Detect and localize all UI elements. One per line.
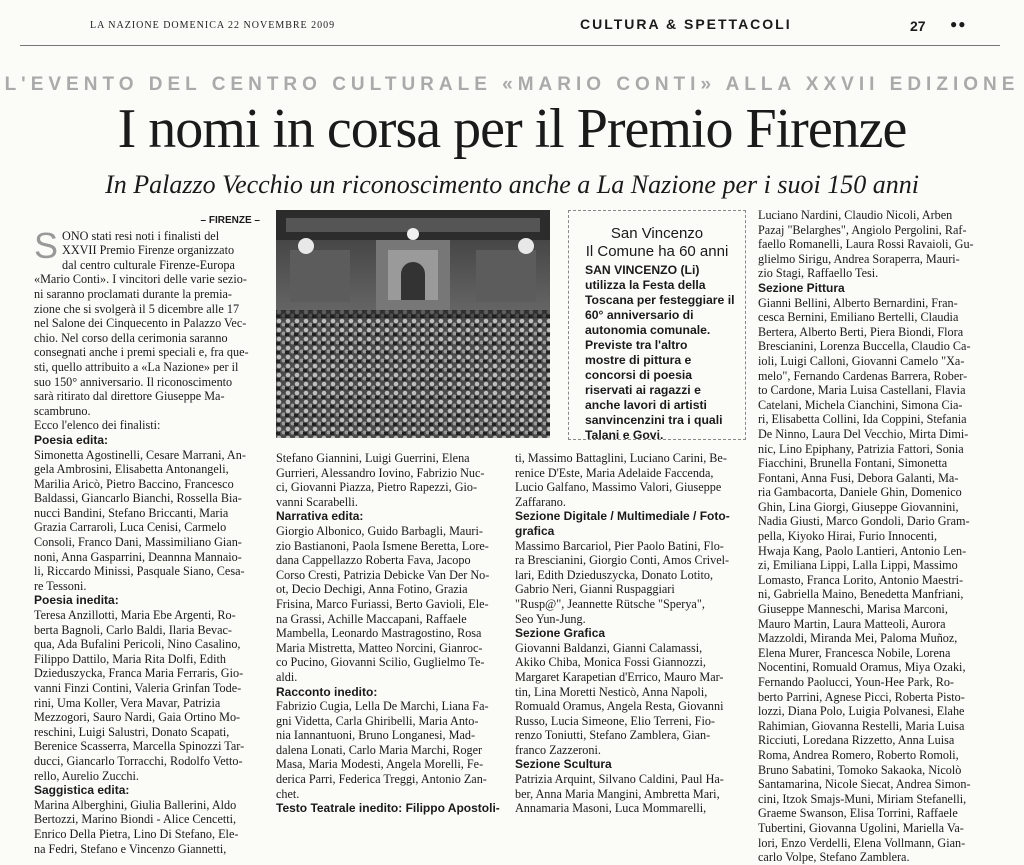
article-column-3 xyxy=(515,451,745,816)
hall-photo-image xyxy=(276,210,550,438)
text-line: zi, Emiliana Lippi, Lalla Lippi, Massimo xyxy=(758,558,958,573)
text-line: nia Iannantuoni, Bruno Longanesi, Mad- xyxy=(276,728,476,743)
text-line: Corso Cresti, Patrizia Debicke Van Der No- xyxy=(276,567,490,582)
text-line: Patrizia Arquint, Silvano Caldini, Paul Ha- xyxy=(515,772,724,787)
text-line: Fernando Paolucci, Youn-Hee Park, Ro- xyxy=(758,675,954,689)
section-heading: Sezione Pittura xyxy=(758,280,845,295)
text-line: Tubertini, Giovanna Ugolini, Mariella Va- xyxy=(758,820,964,835)
text-line: Frisina, Marco Furiassi, Berto Gavioli, Ele- xyxy=(276,596,489,611)
article-column-4 xyxy=(758,208,990,865)
text-line: Lomasto, Franca Lorito, Antonio Maestri- xyxy=(758,572,964,587)
text-line: scambruno. xyxy=(34,403,91,418)
section-heading: Narrativa edita: xyxy=(276,509,364,524)
text-line: Mauro Martin, Laura Matteoli, Aurora xyxy=(758,616,946,631)
text-line: na Fedri, Stefano e Vincenzo Giannetti, xyxy=(34,841,227,856)
text-line: zione che si svolgerà il 5 dicembre alle 17 xyxy=(34,301,240,316)
text-line: Bertera, Alberto Berti, Piera Biondi, Flora xyxy=(758,324,964,339)
text-line: dana Cappellazzo Roberta Fava, Jacopo xyxy=(276,553,471,568)
text-line: Berenice Scasserra, Marcella Spinozzi Tar- xyxy=(34,739,245,754)
text-line: Grazia Carraroli, Luca Cenisi, Carmelo xyxy=(34,520,227,535)
page-header xyxy=(60,16,967,42)
text-line: Marilia Aricò, Pietro Baccino, Francesco xyxy=(34,476,234,491)
text-line: ci, Giovanni Piazza, Pietro Rapezzi, Gio- xyxy=(276,480,478,495)
text-line: Catelani, Michela Cianchini, Simona Cia- xyxy=(758,397,963,412)
text-line: Santamarina, Nicole Siecat, Andrea Simon- xyxy=(758,777,971,792)
box-body xyxy=(585,263,735,443)
text-line: "Rusp@", Jeannette Rütsche "Sperya", xyxy=(515,596,705,611)
text-line: gni Videtta, Carla Ghiribelli, Maria Anto- xyxy=(276,713,479,728)
text-line: Fontani, Anna Fusi, Debora Galanti, Ma- xyxy=(758,470,959,485)
text-line: Stefano Giannini, Luigi Guerrini, Elena xyxy=(276,451,470,465)
text-line: renzo Toniutti, Stefano Zamblera, Gian- xyxy=(515,728,711,743)
text-line: franco Zazzeroni. xyxy=(515,742,601,757)
text-line: rello, Aurelio Zucchi. xyxy=(34,768,139,783)
san-vincenzo-box xyxy=(568,210,746,440)
text-line: Nadia Giusti, Marco Gondoli, Dario Gram- xyxy=(758,514,970,529)
text-line: nel Salone dei Cinquecento in Palazzo Vec- xyxy=(34,316,247,331)
box-subtitle: Il Comune ha 60 anni xyxy=(585,243,729,260)
text-line: glielmo Sirigu, Andrea Soraperra, Mauri- xyxy=(758,251,960,266)
text-line: cini, Itzok Smajs-Muni, Miriam Stefanelli, xyxy=(758,791,967,806)
box-line: concorsi di poesia xyxy=(585,368,693,382)
box-line: mostre di pittura e xyxy=(585,353,692,367)
text-line: Bertozzi, Marino Biondi - Alice Cencetti, xyxy=(34,812,237,827)
text-line: sti, quello attribuito a «La Nazione» per il xyxy=(34,359,239,374)
text-line: Ecco l'elenco dei finalisti: xyxy=(34,418,161,433)
text-line: «Mario Conti». I vincitori delle varie sezio- xyxy=(34,272,247,287)
text-line: Brescianini, Lorenza Buccella, Claudio Ca- xyxy=(758,339,971,354)
text-line: Consoli, Franco Dani, Massimiliano Gian- xyxy=(34,535,242,550)
box-line: Toscana per festeggiare il xyxy=(585,293,735,307)
text-line: aldi. xyxy=(276,669,298,684)
text-line: to Cardone, Maria Luisa Castellani, Flavia xyxy=(758,383,966,398)
text-line: sarà ritirato dal direttore Giuseppe Ma- xyxy=(34,389,225,404)
text-line: Hwaja Kang, Paolo Lantieri, Antonio Len- xyxy=(758,543,967,558)
text-line: re Tessoni. xyxy=(34,578,87,593)
text-line: nucci Bandini, Stefano Briccanti, Maria xyxy=(34,505,229,520)
kicker: L'EVENTO DEL CENTRO CULTURALE «MARIO CONTI» ALLA XXVII EDIZIONE xyxy=(4,74,1020,95)
text-line: Filippo Dattilo, Maria Rita Dolfi, Edith xyxy=(34,651,226,666)
text-line: Romuald Oramus, Angela Resta, Giovanni xyxy=(515,699,724,714)
text-line: carlo Volpe, Stefano Zamblera. xyxy=(758,850,910,865)
text-line: Annamaria Masoni, Luca Mommarelli, xyxy=(515,801,707,816)
text-line: suo 150° anniversario. Il riconoscimento xyxy=(34,374,233,389)
text-line: ONO stati resi noti i finalisti del xyxy=(62,228,220,243)
text-line: Giovanni Baldanzi, Gianni Calamassi, xyxy=(515,640,703,655)
text-line: Mezzogori, Sauro Nardi, Gaia Ortino Mo- xyxy=(34,710,241,725)
text-line: Dzieduszycka, Franca Maria Ferraris, Gio- xyxy=(34,666,244,681)
text-line: chet. xyxy=(276,786,300,801)
text-line: li, Riccardo Minissi, Pasquale Siano, Cesa- xyxy=(34,564,245,579)
text-line: zio Stagi, Raffaello Tesi. xyxy=(758,266,879,281)
section-heading: Sezione Scultura xyxy=(515,757,612,772)
text-line: Massimo Barcariol, Pier Paolo Batini, Flo- xyxy=(515,538,724,553)
box-line: Talani e Govi. xyxy=(585,428,664,442)
text-line: ducci, Giancarlo Torracchi, Rodolfo Vetto- xyxy=(34,753,243,768)
text-line: Graeme Swanson, Elisa Torrini, Raffaele xyxy=(758,806,958,821)
text-line: Fabrizio Cugia, Lella De Marchi, Liana Fa- xyxy=(276,699,489,714)
text-line: qua, Ada Bufalini Pericoli, Nino Casalino, xyxy=(34,637,241,652)
text-line: De Ninno, Laura Del Vecchio, Mirta Dimi- xyxy=(758,426,969,441)
event-photo xyxy=(276,210,550,438)
text-line: faello Romanelli, Laura Rossi Ravaioli, Gu- xyxy=(758,237,974,252)
text-line: cesca Bernini, Emiliano Bertelli, Claudia xyxy=(758,310,959,325)
text-line: berto Parrini, Agnese Picci, Roberta Pisto- xyxy=(758,689,965,704)
text-line: renice D'Este, Maria Adelaide Faccenda, xyxy=(515,465,714,480)
text-line: gela Ambrosini, Elisabetta Antonangeli, xyxy=(34,462,229,477)
box-line: riservati ai ragazzi e xyxy=(585,383,701,397)
text-line: Nocentini, Romuald Oramus, Miya Ozaki, xyxy=(758,660,966,675)
text-line: Roma, Andrea Romero, Roberto Romoli, xyxy=(758,747,959,762)
text-line: Gurrieri, Alessandro Iovino, Fabrizio Nuc- xyxy=(276,465,485,480)
subheadline: In Palazzo Vecchio un riconoscimento anche a La Nazione per i suoi 150 anni xyxy=(105,170,919,199)
text-line: ti, Massimo Battaglini, Luciano Carini, Be- xyxy=(515,451,727,465)
text-line: Bruno Sabatini, Tomoko Sakaoka, Nicolò xyxy=(758,762,962,777)
text-line: tin, Lina Moretti Nesticò, Anna Napoli, xyxy=(515,684,708,699)
box-line: 60° anniversario di xyxy=(585,308,694,322)
text-line: lozzi, Diana Polo, Luigia Polvanesi, Elahe xyxy=(758,704,965,719)
text-line: noni, Anna Gasparrini, Deannna Mannaio- xyxy=(34,549,242,564)
headline: I nomi in corsa per il Premio Firenze xyxy=(117,98,907,160)
text-line: berta Bagnoli, Carlo Baldi, Ilaria Bevac- xyxy=(34,622,232,637)
text-line: derica Parri, Federica Treggi, Antonio Zan- xyxy=(276,772,487,787)
text-line: Pazaj "Belarghes", Angiolo Pergolini, Raf- xyxy=(758,222,967,237)
text-line: ni, Gabriella Maino, Benedetta Manfriani, xyxy=(758,587,964,602)
text-line: Rahimian, Giovanna Restelli, Maria Luisa xyxy=(758,718,965,733)
box-line: autonomia comunale. xyxy=(585,323,711,337)
dropcap: S xyxy=(34,224,59,266)
text-line: Mazzoldi, Miranda Mei, Paloma Muñoz, xyxy=(758,631,958,646)
header-dots: ●● xyxy=(950,17,967,31)
text-line: ioli, Luigi Calloni, Giovanni Camelo "Xa- xyxy=(758,353,965,368)
text-line: vanni Scarabelli. xyxy=(276,494,358,509)
text-line: melo", Fernando Cardenas Barrera, Rober- xyxy=(758,368,968,383)
box-line: sanvincenzini tra i quali xyxy=(585,413,723,427)
text-line: ot, Decio Dechigi, Anna Fotino, Grazia xyxy=(276,582,468,597)
box-line: SAN VINCENZO (Li) xyxy=(585,263,700,277)
text-line: XXVII Premio Firenze organizzato xyxy=(62,243,235,258)
section-heading: Saggistica edita: xyxy=(34,783,130,798)
text-line: ra Brescianini, Giorgio Conti, Amos Crivel- xyxy=(515,553,730,568)
text-line: lori, Enzo Verdelli, Elena Vollmann, Gian- xyxy=(758,835,966,850)
text-line: chio. Nel corso della cerimonia saranno xyxy=(34,330,228,345)
header-rule xyxy=(20,45,1000,46)
finalists-list xyxy=(34,433,260,856)
text-line: rini, Uma Koller, Vera Mavar, Patrizia xyxy=(34,695,221,710)
text-line: Russo, Lucia Simeone, Elio Terreni, Fio- xyxy=(515,713,715,728)
text-line: dalena Lonati, Carlo Maria Marchi, Roger xyxy=(276,742,483,757)
text-line: Elena Murer, Francesca Nobile, Lorena xyxy=(758,645,951,660)
box-line: anche lavori di artisti xyxy=(585,398,707,412)
section-heading: Sezione Grafica xyxy=(515,626,606,641)
box-title: San Vincenzo xyxy=(610,225,704,242)
text-line: ri, Elisabetta Collini, Ida Coppini, Stefania xyxy=(758,412,967,427)
text-line: Ricciuti, Loredana Rizzetto, Anna Luisa xyxy=(758,733,955,748)
text-line: Marina Alberghini, Giulia Ballerini, Aldo xyxy=(34,797,237,812)
text-line: ber, Anna Maria Mangini, Ambretta Mari, xyxy=(515,786,720,801)
section-heading: grafica xyxy=(515,523,555,538)
text-line: Lucio Galfano, Massimo Valori, Giuseppe xyxy=(515,480,722,495)
text-line: Mambella, Leonardo Mastragostino, Rosa xyxy=(276,626,482,641)
text-line: Fiacchini, Brunella Fontani, Simonetta xyxy=(758,456,948,471)
text-line: dal centro culturale Firenze-Europa xyxy=(62,257,235,272)
text-line: Simonetta Agostinelli, Cesare Marrani, An- xyxy=(34,447,246,462)
text-line: Zaffarano. xyxy=(515,494,566,509)
text-line: na Grassi, Achille Maccapani, Raffaele xyxy=(276,611,467,626)
text-line: lari, Edith Dzieduszycka, Donato Lotito, xyxy=(515,567,713,582)
text-line: reschini, Luigi Salustri, Donato Scapati, xyxy=(34,724,230,739)
text-line: Margaret Karapetian d'Errico, Mauro Mar- xyxy=(515,669,724,684)
section-heading: Testo Teatrale inedito: Filippo Apostoli- xyxy=(276,801,500,816)
text-line: Teresa Anzillotti, Maria Ebe Argenti, Ro- xyxy=(34,608,236,623)
text-line: consegnati anche i premi speciali e, fra que- xyxy=(34,345,249,360)
header-section: CULTURA & SPETTACOLI xyxy=(580,16,792,32)
text-line: Ghin, Lina Giorgi, Giuseppe Giovannini, xyxy=(758,499,959,514)
text-line: Gabrio Neri, Gianni Ruspaggiari xyxy=(515,582,675,597)
text-line: Giuseppe Manneschi, Marisa Marconi, xyxy=(758,602,948,617)
article-column-2 xyxy=(276,451,502,816)
box-line: Previste tra l'altro xyxy=(585,338,688,352)
text-line: Luciano Nardini, Claudio Nicoli, Arben xyxy=(758,208,953,222)
text-line: Masa, Maria Modesti, Angela Morelli, Fe- xyxy=(276,757,484,772)
section-heading: Racconto inedito: xyxy=(276,684,378,699)
header-date: LA NAZIONE DOMENICA 22 NOVEMBRE 2009 xyxy=(90,20,336,31)
box-line: utilizza la Festa della xyxy=(585,278,706,292)
section-heading: Poesia inedita: xyxy=(34,593,119,608)
text-line: ria Gambacorta, Daniele Ghin, Domenico xyxy=(758,485,962,500)
dateline: – FIRENZE – xyxy=(200,215,260,226)
article-column-1 xyxy=(34,214,260,856)
intro-paragraph xyxy=(34,224,260,433)
text-line: Enrico Della Pietra, Lino Di Stefano, Ele- xyxy=(34,826,239,841)
text-line: co Pucino, Giovanni Scilio, Guglielmo Te- xyxy=(276,655,485,670)
text-line: Giorgio Albonico, Guido Barbagli, Mauri- xyxy=(276,523,483,538)
text-line: ni saranno proclamati durante la premia- xyxy=(34,286,232,301)
text-line: Gianni Bellini, Alberto Bernardini, Fran- xyxy=(758,295,958,310)
text-line: nic, Lino Epiphany, Patrizia Fattori, Sonia xyxy=(758,441,964,456)
text-line: vanni Finzi Contini, Valeria Grinfan Tode- xyxy=(34,681,242,695)
page-number: 27 xyxy=(910,18,926,34)
text-line: Maria Mistretta, Matteo Norcini, Gianroc- xyxy=(276,640,483,655)
text-line: zio Bastianoni, Paola Ismene Beretta, Lore- xyxy=(276,538,489,553)
text-line: Akiko Chiba, Monica Fossi Giannozzi, xyxy=(515,655,706,670)
text-line: Baldassi, Giancarlo Bianchi, Rossella Bia- xyxy=(34,491,242,506)
section-heading: Sezione Digitale / Multimediale / Foto- xyxy=(515,509,730,524)
text-line: Seo Yun-Jung. xyxy=(515,611,586,626)
section-heading: Poesia edita: xyxy=(34,432,109,447)
text-line: pella, Kiyoko Hirai, Furio Innocenti, xyxy=(758,529,938,544)
